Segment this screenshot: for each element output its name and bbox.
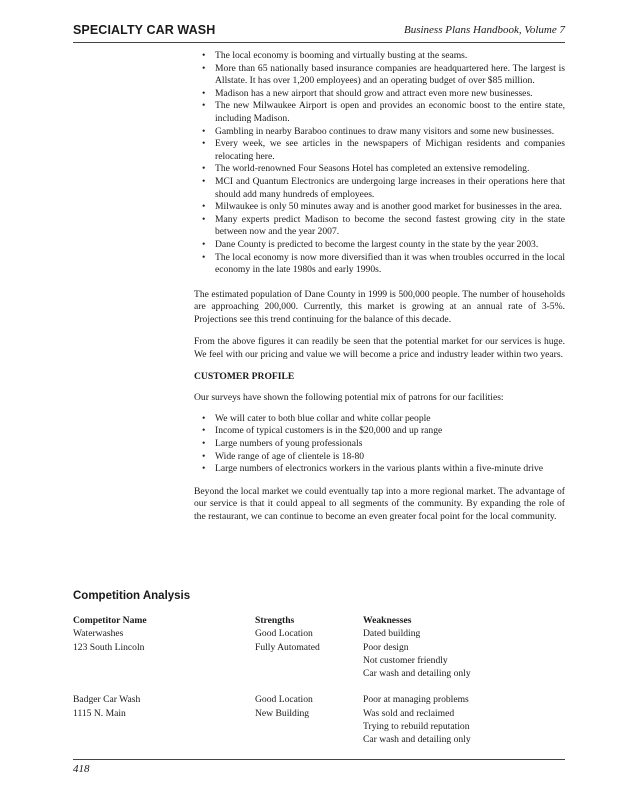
competition-heading: Competition Analysis [73, 590, 191, 602]
weakness-item: Not customer friendly [363, 654, 448, 666]
competitor-address: 123 South Lincoln [73, 641, 145, 653]
list-item: • The new Milwaukee Airport is open and provides an economic boost to the entire state, including Madison. [194, 100, 565, 125]
main-content [194, 50, 565, 524]
population-paragraph: The estimated population of Dane County in 1999 is 500,000 people. The number of households are approaching 200,000. Currently, this market is growing at an annual rate of 3-5%. Projections see this trend continuing for the balance of this decade. [194, 288, 565, 325]
list-item: • The local economy is booming and virtually busting at the seams. [194, 50, 565, 63]
list-item: • We will cater to both blue collar and white collar people [194, 413, 565, 426]
strength-item: Good Location [255, 628, 313, 640]
list-item: • Income of typical customers is in the $20,000 and up range [194, 425, 565, 438]
weakness-item: Was sold and reclaimed [363, 707, 455, 719]
customer-bullet-list [194, 413, 565, 476]
customer-profile-heading: CUSTOMER PROFILE [194, 370, 295, 382]
customer-profile-closing: Beyond the local market we could eventually tap into a more regional market. The advantage of our service is that it could appeal to all segments of the community. By expanding the role of the restaurant, we can continue to become an even greater focal point for the local community. [194, 485, 565, 522]
list-item: • Every week, we see articles in the newspapers of Michigan residents and companies relocating here. [194, 138, 565, 163]
list-item: • Wide range of age of clientele is 18-80 [194, 451, 565, 464]
list-item: • Large numbers of electronics workers in the various plants within a five-minute drive [194, 463, 565, 476]
header-title: SPECIALTY CAR WASH [73, 23, 216, 37]
list-item: • Large numbers of young professionals [194, 438, 565, 451]
competitor-name: Waterwashes [73, 628, 124, 640]
header-book-title: Business Plans Handbook, Volume 7 [403, 24, 565, 36]
list-item: • Madison has a new airport that should grow and attract even more new businesses. [194, 88, 565, 101]
market-bullet-list [194, 50, 565, 277]
column-header-weaknesses: Weaknesses [363, 615, 412, 626]
list-item: • The world-renowned Four Seasons Hotel has completed an extensive remodeling. [194, 163, 565, 176]
weakness-item: Trying to rebuild reputation [363, 721, 470, 733]
list-item: • Dane County is predicted to become the largest county in the state by the year 2003. [194, 239, 565, 252]
weakness-item: Car wash and detailing only [363, 668, 471, 680]
strength-item: New Building [255, 707, 310, 719]
list-item: • Milwaukee is only 50 minutes away and is another good market for businesses in the area. [194, 201, 565, 214]
table-row [73, 693, 553, 746]
strength-item: Good Location [255, 694, 313, 706]
weakness-item: Car wash and detailing only [363, 734, 471, 746]
strength-item: Fully Automated [255, 641, 320, 653]
weakness-item: Dated building [363, 628, 421, 640]
table-header-row [73, 614, 553, 627]
customer-profile-intro: Our surveys have shown the following potential mix of patrons for our facilities: [194, 392, 504, 404]
market-paragraph: From the above figures it can readily be seen that the potential market for our services is huge. We feel with our pricing and value we will become a price and industry leader within two years. [194, 336, 565, 361]
competition-table [73, 614, 553, 747]
list-item: • Many experts predict Madison to become the second fastest growing city in the state between now and the year 2007. [194, 214, 565, 239]
column-header-name: Competitor Name [73, 615, 147, 626]
footer-divider [73, 759, 565, 760]
list-item: • The local economy is now more diversified than it was when troubles occurred in the local economy in the late 1980s and early 1990s. [194, 252, 565, 277]
table-row [73, 627, 553, 680]
competitor-name: Badger Car Wash [73, 694, 141, 706]
list-item: • MCI and Quantum Electronics are undergoing large increases in their operations here that should add many hundreds of employees. [194, 176, 565, 201]
list-item: • More than 65 nationally based insurance companies are headquartered here. The largest is Allstate. It has over 1,200 employees) and an operating budget of over $85 million. [194, 63, 565, 88]
page-number: 418 [73, 763, 90, 775]
page-header [73, 22, 565, 43]
weakness-item: Poor design [363, 641, 409, 653]
weakness-item: Poor at managing problems [363, 694, 469, 706]
list-item: • Gambling in nearby Baraboo continues to draw many visitors and some new businesses. [194, 126, 565, 139]
column-header-strengths: Strengths [255, 615, 295, 626]
competitor-address: 1115 N. Main [73, 707, 126, 719]
